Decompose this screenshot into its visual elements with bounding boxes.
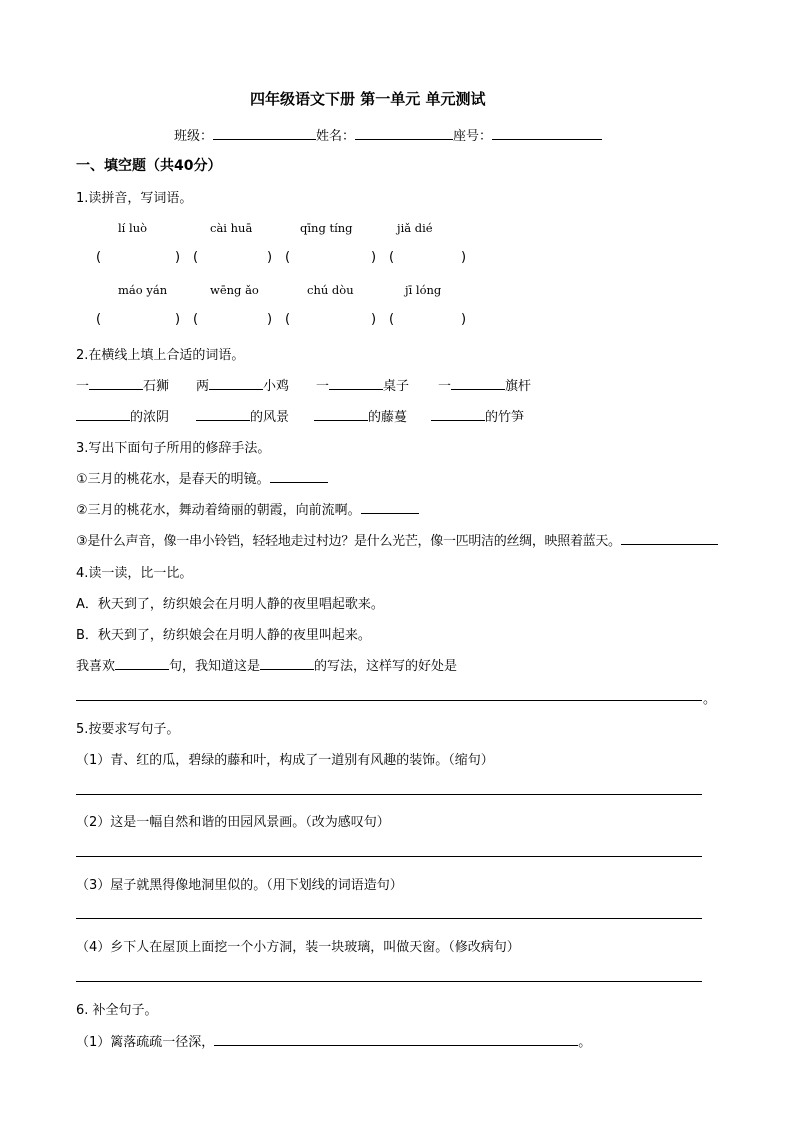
paren-close: )	[461, 312, 467, 327]
answer-blank[interactable]	[361, 499, 419, 514]
q1-prompt: 1.读拼音，写词语。	[76, 191, 193, 206]
fill-blank[interactable]	[329, 375, 383, 390]
answer-paren-8[interactable]: (	[389, 312, 395, 327]
answer-paren-3[interactable]: (	[285, 250, 291, 265]
answer-blank[interactable]	[621, 530, 718, 545]
fill-blank[interactable]	[451, 375, 505, 390]
q3-item-2: ②三月的桃花水，舞动着绮丽的朝霞，向前流啊。	[76, 499, 419, 518]
pinyin-3: qīng tíng	[300, 221, 353, 235]
class-label: 班级：	[174, 129, 214, 144]
paren-close: )	[175, 250, 181, 265]
answer-line[interactable]	[76, 981, 702, 982]
q6-item-1: （1）篱落疏疏一径深， 。	[76, 1031, 591, 1050]
adjective-item: 的浓阴	[76, 406, 169, 425]
page-title: 四年级语文下册 第一单元 单元测试	[250, 90, 486, 108]
answer-line[interactable]	[76, 700, 702, 701]
measure-word-item: 两 小鸡	[196, 375, 289, 394]
answer-blank[interactable]	[214, 1031, 578, 1046]
measure-word-item: 一 旗杆	[438, 375, 531, 394]
q5-item-2: （2）这是一幅自然和谐的田园风景画。（改为感叹句）	[76, 815, 390, 830]
answer-paren-4[interactable]: (	[389, 250, 395, 265]
answer-paren-1[interactable]: (	[96, 250, 102, 265]
name-label: 姓名：	[316, 129, 356, 144]
paren-close: )	[371, 250, 377, 265]
pinyin-4: jiǎ dié	[397, 221, 433, 235]
q5-item-4: （4）乡下人在屋顶上面挖一个小方洞，装一块玻璃，叫做天窗。（修改病句）	[76, 940, 520, 955]
answer-paren-6[interactable]: (	[193, 312, 199, 327]
q3-prompt: 3.写出下面句子所用的修辞手法。	[76, 441, 271, 456]
paren-close: )	[267, 312, 273, 327]
q4-option-b: B．秋天到了，纺织娘会在月明人静的夜里叫起来。	[76, 628, 371, 643]
answer-paren-7[interactable]: (	[285, 312, 291, 327]
adjective-item: 的风景	[196, 406, 289, 425]
q4-prompt: 4.读一读，比一比。	[76, 566, 193, 581]
fill-blank[interactable]	[196, 406, 250, 421]
q3-item-1: ①三月的桃花水，是春天的明镜。	[76, 468, 328, 487]
q5-item-3: （3）屋子就黑得像地洞里似的。（用下划线的词语造句）	[76, 878, 403, 893]
fill-blank[interactable]	[209, 375, 263, 390]
paren-close: )	[175, 312, 181, 327]
paren-close: )	[461, 250, 467, 265]
paren-close: )	[371, 312, 377, 327]
answer-blank[interactable]	[270, 468, 328, 483]
pinyin-1: lí luò	[118, 221, 148, 235]
answer-line[interactable]	[76, 856, 702, 857]
answer-paren-5[interactable]: (	[96, 312, 102, 327]
student-info-line	[174, 125, 602, 144]
q4-period: 。	[703, 692, 717, 707]
seat-label: 座号：	[453, 129, 493, 144]
adjective-item: 的藤蔓	[314, 406, 407, 425]
fill-blank[interactable]	[260, 655, 314, 670]
q6-prompt: 6. 补全句子。	[76, 1003, 158, 1018]
pinyin-6: wēng ǎo	[210, 283, 259, 297]
adjective-item: 的竹笋	[431, 406, 524, 425]
q4-fill-line: 我喜欢 句，我知道这是 的写法，这样写的好处是	[76, 655, 457, 674]
pinyin-7: chú dòu	[307, 283, 354, 297]
answer-line[interactable]	[76, 794, 702, 795]
paren-close: )	[267, 250, 273, 265]
measure-word-item: 一 桌子	[316, 375, 409, 394]
fill-blank[interactable]	[431, 406, 485, 421]
answer-paren-2[interactable]: (	[193, 250, 199, 265]
measure-word-item: 一 石狮	[76, 375, 169, 394]
section-heading: 一、填空题（共40分）	[76, 158, 222, 174]
q5-item-1: （1）青、红的瓜，碧绿的藤和叶，构成了一道别有风趣的装饰。（缩句）	[76, 753, 494, 768]
class-blank[interactable]	[213, 125, 316, 140]
name-blank[interactable]	[355, 125, 453, 140]
fill-blank[interactable]	[115, 655, 169, 670]
seat-blank[interactable]	[492, 125, 602, 140]
q3-item-3: ③是什么声音，像一串小铃铛，轻轻地走过村边？是什么光芒，像一匹明洁的丝绸，映照着蓝天。	[76, 530, 718, 549]
q5-prompt: 5.按要求写句子。	[76, 722, 180, 737]
fill-blank[interactable]	[314, 406, 368, 421]
pinyin-8: jī lóng	[405, 283, 442, 297]
pinyin-2: cài huā	[210, 221, 253, 235]
q4-option-a: A．秋天到了，纺织娘会在月明人静的夜里唱起歌来。	[76, 597, 384, 612]
fill-blank[interactable]	[89, 375, 143, 390]
pinyin-5: máo yán	[118, 283, 168, 297]
fill-blank[interactable]	[76, 406, 130, 421]
q2-prompt: 2.在横线上填上合适的词语。	[76, 348, 245, 363]
answer-line[interactable]	[76, 918, 702, 919]
